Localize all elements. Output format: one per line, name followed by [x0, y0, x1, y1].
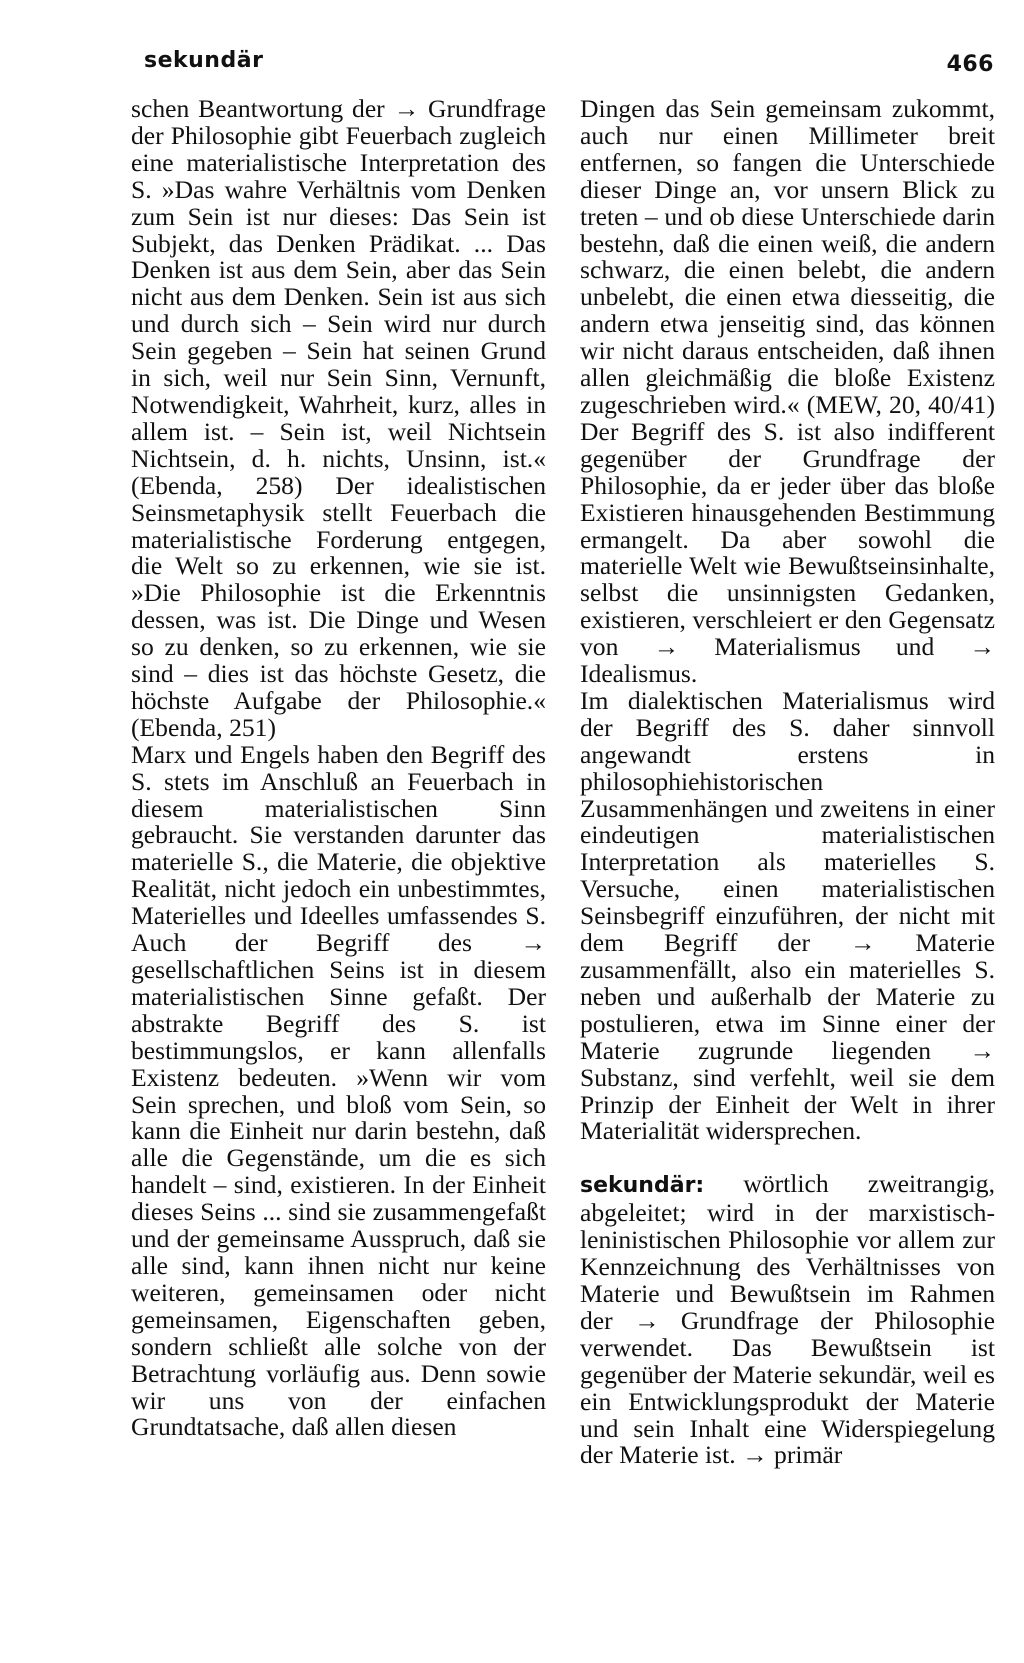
- entry-headword: sekundär:: [580, 1173, 705, 1199]
- right-paragraph-1: Dingen das Sein gemeinsam zukommt, auch nur einen Millimeter breit entfernen, so fangen die Unterschiede dieser Dinge an, vor unsern Blick zu treten – und ob diese Unterschiede darin bestehn, daß die einen weiß, die andern schwarz, die einen belebt, die andern unbelebt, die einen etwa diesseitig, die andern etwa jenseitig sind, das können wir nicht daraus entscheiden, daß ihnen allen gleichmäßig die bloße Existenz zugeschrieben wird.« (MEW, 20, 40/41) Der Begriff des S. ist also indifferent gegenüber der Grundfrage der Philosophie, da er jeder über das bloße Existieren hinausgehenden Bestimmung ermangelt. Da aber sowohl die materielle Welt wie Bewußtseinsinhalte, selbst die unsinnigsten Gedanken, existieren, verschleiert er den Gegensatz von → Materialismus und → Idealismus.: [580, 94, 995, 689]
- entry-definition: wörtlich zweitrangig, abgeleitet; wird in der marxistisch-leninistischen Philosophie vor allem zur Kennzeichnung des Verhältnisses von Materie und Bewußtsein im Rahmen der → Grundfrage der Philosophie verwendet. Das Bewußtsein ist gegenüber der Materie sekundär, weil es ein Entwicklungsprodukt der Materie und sein Inhalt eine Widerspiegelung der Materie ist. → primär: [580, 1169, 995, 1470]
- left-column: [131, 96, 546, 1441]
- running-headword: sekundär: [144, 48, 264, 73]
- right-column: [580, 96, 995, 1469]
- right-paragraph-2: Im dialektischen Materialismus wird der Begriff des S. daher sinnvoll angewandt erstens in philosophiehistorischen Zusammenhängen und zweitens in einer eindeutigen materialistischen Interpretation als materielles S. Versuche, einen materialistischen Seinsbegriff einzuführen, der nicht mit dem Begriff der → Materie zusammenfällt, also ein materielles S. neben und außerhalb der Materie zu postulieren, etwa im Sinne einer der Materie zugrunde liegenden → Substanz, sind verfehlt, weil sie dem Prinzip der Einheit der Welt in ihrer Materialität widersprechen.: [580, 685, 995, 1146]
- entry-sekundaer: [580, 1171, 995, 1469]
- left-paragraph-1: schen Beantwortung der → Grundfrage der Philosophie gibt Feuerbach zugleich eine materialistische Interpretation des S. »Das wahre Verhältnis vom Denken zum Sein ist nur dieses: Das Sein ist Subjekt, das Denken Prädikat. ... Das Denken ist aus dem Sein, aber das Sein nicht aus dem Denken. Sein ist aus sich und durch sich – Sein wird nur durch Sein gegeben – Sein hat seinen Grund in sich, weil nur Sein Sinn, Vernunft, Notwendigkeit, Wahrheit, kurz, alles in allem ist. – Sein ist, weil Nichtsein Nichtsein, d. h. nichts, Unsinn, ist.« (Ebenda, 258) Der idealistischen Seinsmetaphysik stellt Feuerbach die materialistische Forderung entgegen, die Welt so zu erkennen, wie sie ist. »Die Philosophie ist die Erkenntnis dessen, was ist. Die Dinge und Wesen so zu denken, so zu erkennen, wie sie sind – dies ist das höchste Gesetz, die höchste Aufgabe der Philosophie.« (Ebenda, 251): [131, 94, 546, 742]
- page-number: 466: [946, 52, 994, 77]
- left-paragraph-2: Marx und Engels haben den Begriff des S. stets im Anschluß an Feuerbach in diesem materialistischen Sinn gebraucht. Sie verstanden darunter das materielle S., die Materie, die objektive Realität, nicht jedoch ein unbestimmtes, Materielles und Ideelles umfassendes S. Auch der Begriff des → gesellschaftlichen Seins ist in diesem materialistischen Sinne gefaßt. Der abstrakte Begriff des S. ist bestimmungslos, er kann allenfalls Existenz bedeuten. »Wenn wir vom Sein sprechen, und bloß vom Sein, so kann die Einheit nur darin bestehn, daß alle die Gegenstände, um die es sich handelt – sind, existieren. In der Einheit dieses Seins ... sind sie zusammengefaßt und der gemeinsame Ausspruch, daß sie alle sind, kann ihnen nicht nur keine weiteren, gemeinsamen oder nicht gemeinsamen, Eigenschaften geben, sondern schließt alle solche von der Betrachtung vorläufig aus. Denn sowie wir uns von der einfachen Grundtatsache, daß allen diesen: [131, 739, 546, 1442]
- entry-separator: [580, 1145, 995, 1171]
- page-header: [144, 48, 994, 84]
